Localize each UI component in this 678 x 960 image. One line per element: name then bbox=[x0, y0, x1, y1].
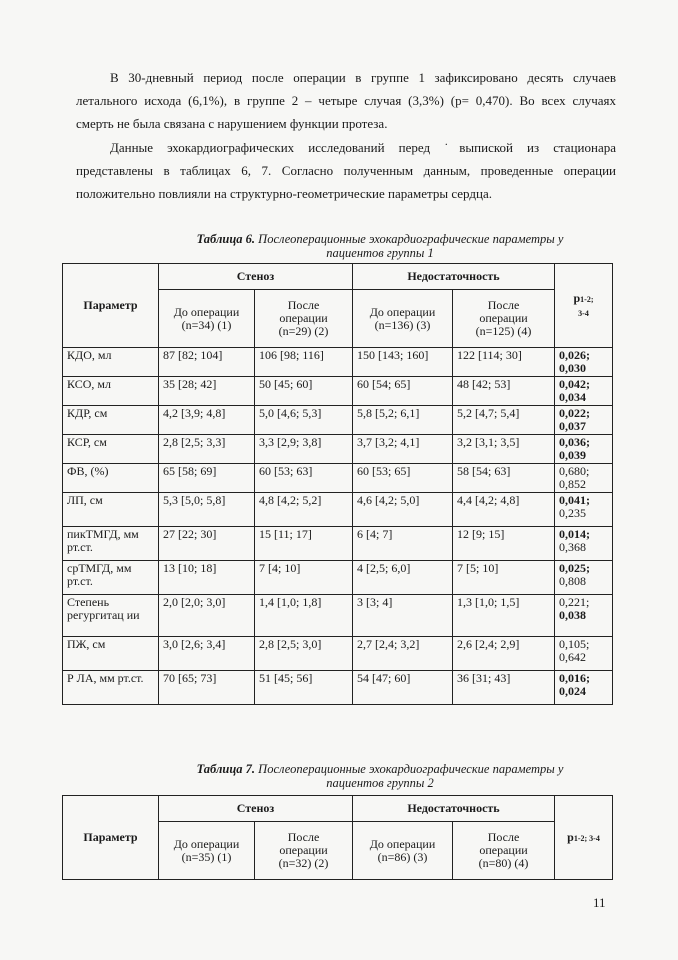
p-value-1-2: 0,221; bbox=[559, 595, 590, 609]
paragraph-line: Данные эхокардиографических исследований перед ˙выпиской из стационара bbox=[110, 140, 616, 155]
value-cell: 5,2 [4,7; 5,4] bbox=[453, 406, 555, 435]
col-header-line: операции bbox=[279, 843, 328, 857]
p-value-cell bbox=[555, 464, 613, 493]
col-header-line: (n=35) (1) bbox=[181, 849, 232, 864]
value-cell: 65 [58; 69] bbox=[159, 464, 255, 493]
p-value-cell bbox=[555, 377, 613, 406]
table6-caption-label: Таблица 6. bbox=[196, 232, 256, 246]
value-cell: 5,8 [5,2; 6,1] bbox=[353, 406, 453, 435]
p-value-cell bbox=[555, 561, 613, 595]
table-row bbox=[63, 377, 613, 406]
table-row bbox=[63, 637, 613, 671]
p-value-1-2: 0,041; bbox=[559, 493, 590, 507]
p-value-cell bbox=[555, 435, 613, 464]
value-cell: 13 [10; 18] bbox=[159, 561, 255, 595]
table-7 bbox=[62, 795, 613, 880]
parameter-cell: ЛП, см bbox=[63, 493, 159, 527]
parameter-cell: КСР, см bbox=[63, 435, 159, 464]
p-value-3-4: 0,852 bbox=[559, 477, 586, 491]
p-value-1-2: 0,014; bbox=[559, 527, 590, 541]
paragraph-line: В 30-дневный период после операции в группе 1 зафиксировано десять случаев bbox=[110, 70, 616, 85]
value-cell: 1,4 [1,0; 1,8] bbox=[255, 595, 353, 637]
paragraph-mortality bbox=[76, 66, 616, 135]
table-row bbox=[63, 595, 613, 637]
p-value-cell bbox=[555, 348, 613, 377]
paragraph-line: представлены в таблицах 6, 7. Согласно полученным данным, проведенные операции bbox=[76, 163, 616, 178]
table-row bbox=[63, 464, 613, 493]
col-header-before-insufficiency bbox=[353, 290, 453, 348]
parameter-cell: ФВ, (%) bbox=[63, 464, 159, 493]
p-value-3-4: 0,024 bbox=[559, 684, 586, 698]
p-value-3-4: 0,039 bbox=[559, 448, 586, 462]
value-cell: 60 [54; 65] bbox=[353, 377, 453, 406]
p-value-1-2: 0,016; bbox=[559, 671, 590, 685]
col-header-line: (n=80) (4) bbox=[478, 856, 529, 870]
value-cell: 35 [28; 42] bbox=[159, 377, 255, 406]
col-header-line: операции bbox=[279, 311, 328, 325]
value-cell: 4 [2,5; 6,0] bbox=[353, 561, 453, 595]
p-header bbox=[555, 264, 613, 348]
group-stenosis-header: Стеноз bbox=[159, 264, 353, 290]
parameter-cell: Р ЛА, мм рт.ст. bbox=[63, 671, 159, 705]
value-cell: 54 [47; 60] bbox=[353, 671, 453, 705]
value-cell: 5,3 [5,0; 5,8] bbox=[159, 493, 255, 527]
table-row bbox=[63, 435, 613, 464]
value-cell: 7 [5; 10] bbox=[453, 561, 555, 595]
table-row bbox=[63, 561, 613, 595]
parameter-cell: срТМГД, мм рт.ст. bbox=[63, 561, 159, 595]
value-cell: 3 [3; 4] bbox=[353, 595, 453, 637]
col-header-line: После bbox=[487, 298, 520, 312]
table7-caption-text-2: пациентов группы 2 bbox=[326, 776, 434, 790]
p-value-1-2: 0,026; bbox=[559, 348, 590, 362]
p-value-3-4: 0,037 bbox=[559, 419, 586, 433]
col-header-line: До операции bbox=[369, 836, 436, 851]
value-cell: 4,2 [3,9; 4,8] bbox=[159, 406, 255, 435]
p-header-sub: 1-2; bbox=[580, 294, 594, 304]
p-value-cell bbox=[555, 595, 613, 637]
value-cell: 50 [45; 60] bbox=[255, 377, 353, 406]
col-header-line: операции bbox=[479, 311, 528, 325]
parameter-cell: КДР, см bbox=[63, 406, 159, 435]
value-cell: 4,4 [4,2; 4,8] bbox=[453, 493, 555, 527]
p-value-1-2: 0,680; bbox=[559, 464, 590, 478]
col-header-before-stenosis bbox=[159, 822, 255, 880]
value-cell: 70 [65; 73] bbox=[159, 671, 255, 705]
value-cell: 27 [22; 30] bbox=[159, 527, 255, 561]
value-cell: 3,2 [3,1; 3,5] bbox=[453, 435, 555, 464]
value-cell: 2,8 [2,5; 3,3] bbox=[159, 435, 255, 464]
col-header-after-insufficiency bbox=[453, 822, 555, 880]
value-cell: 4,6 [4,2; 5,0] bbox=[353, 493, 453, 527]
p-value-3-4: 0,368 bbox=[559, 540, 586, 554]
col-header-line: После bbox=[287, 298, 320, 312]
parameter-cell: ПЖ, см bbox=[63, 637, 159, 671]
col-header-line: До операции bbox=[369, 304, 436, 319]
p-value-cell bbox=[555, 527, 613, 561]
p-value-cell bbox=[555, 406, 613, 435]
table-row bbox=[63, 348, 613, 377]
parameter-cell: КДО, мл bbox=[63, 348, 159, 377]
p-header-label: р bbox=[567, 829, 574, 844]
value-cell: 60 [53; 63] bbox=[255, 464, 353, 493]
value-cell: 1,3 [1,0; 1,5] bbox=[453, 595, 555, 637]
p-header-sub-2: 3-4 bbox=[578, 308, 589, 318]
p-value-3-4: 0,235 bbox=[559, 506, 586, 520]
value-cell: 106 [98; 116] bbox=[255, 348, 353, 377]
group-insufficiency-header: Недостаточность bbox=[353, 796, 555, 822]
table-6 bbox=[62, 263, 613, 705]
value-cell: 2,0 [2,0; 3,0] bbox=[159, 595, 255, 637]
value-cell: 3,7 [3,2; 4,1] bbox=[353, 435, 453, 464]
value-cell: 4,8 [4,2; 5,2] bbox=[255, 493, 353, 527]
paragraph-echo bbox=[76, 136, 616, 205]
table-row bbox=[63, 527, 613, 561]
col-header-line: операции bbox=[479, 843, 528, 857]
parameter-cell: КСО, мл bbox=[63, 377, 159, 406]
value-cell: 58 [54; 63] bbox=[453, 464, 555, 493]
col-header-line: После bbox=[287, 830, 320, 844]
col-header-after-stenosis bbox=[255, 822, 353, 880]
p-header-sub: 1-2; 3-4 bbox=[573, 833, 600, 843]
param-header: Параметр bbox=[63, 796, 159, 880]
value-cell: 3,3 [2,9; 3,8] bbox=[255, 435, 353, 464]
value-cell: 7 [4; 10] bbox=[255, 561, 353, 595]
value-cell: 150 [143; 160] bbox=[353, 348, 453, 377]
p-value-1-2: 0,105; bbox=[559, 637, 590, 651]
parameter-cell: Степень регургитац ии bbox=[63, 595, 159, 637]
col-header-line: (n=29) (2) bbox=[278, 324, 329, 338]
p-header-label: р bbox=[573, 290, 581, 305]
p-value-cell bbox=[555, 493, 613, 527]
paragraph-line: летального исхода (6,1%), в группе 2 – четыре случая (3,3%) (р= 0,470). Во всех случаях bbox=[76, 93, 616, 108]
col-header-line: (n=32) (2) bbox=[278, 856, 329, 870]
p-value-3-4: 0,808 bbox=[559, 574, 586, 588]
paragraph-line: смерть не была связана с нарушением функции протеза. bbox=[76, 116, 388, 131]
table-row bbox=[63, 493, 613, 527]
table7-caption-text: Послеоперационные эхокардиографические параметры у bbox=[255, 762, 564, 776]
p-value-3-4: 0,030 bbox=[559, 361, 586, 375]
p-value-cell bbox=[555, 637, 613, 671]
value-cell: 122 [114; 30] bbox=[453, 348, 555, 377]
page-number: 11 bbox=[593, 895, 606, 910]
col-header-line: До операции bbox=[173, 836, 240, 851]
param-header: Параметр bbox=[63, 264, 159, 348]
p-value-3-4: 0,642 bbox=[559, 650, 586, 664]
paragraph-line: положительно повлияли на структурно-геометрические параметры сердца. bbox=[76, 186, 492, 201]
value-cell: 51 [45; 56] bbox=[255, 671, 353, 705]
parameter-cell: пикТМГД, мм рт.ст. bbox=[63, 527, 159, 561]
col-header-line: (n=125) (4) bbox=[475, 324, 532, 338]
value-cell: 2,7 [2,4; 3,2] bbox=[353, 637, 453, 671]
p-header bbox=[555, 796, 613, 880]
p-value-3-4: 0,038 bbox=[559, 608, 586, 622]
col-header-after-insufficiency bbox=[453, 290, 555, 348]
value-cell: 60 [53; 65] bbox=[353, 464, 453, 493]
col-header-line: После bbox=[487, 830, 520, 844]
col-header-line: (n=136) (3) bbox=[374, 317, 431, 332]
table6-caption-text: Послеоперационные эхокардиографические параметры у bbox=[255, 232, 564, 246]
p-value-1-2: 0,042; bbox=[559, 377, 590, 391]
p-value-1-2: 0,025; bbox=[559, 561, 590, 575]
value-cell: 2,6 [2,4; 2,9] bbox=[453, 637, 555, 671]
col-header-after-stenosis bbox=[255, 290, 353, 348]
value-cell: 36 [31; 43] bbox=[453, 671, 555, 705]
value-cell: 3,0 [2,6; 3,4] bbox=[159, 637, 255, 671]
value-cell: 15 [11; 17] bbox=[255, 527, 353, 561]
col-header-line: (n=34) (1) bbox=[181, 317, 232, 332]
value-cell: 6 [4; 7] bbox=[353, 527, 453, 561]
table6-caption bbox=[150, 232, 610, 260]
p-value-1-2: 0,022; bbox=[559, 406, 590, 420]
col-header-line: (n=86) (3) bbox=[377, 849, 428, 864]
table-row bbox=[63, 671, 613, 705]
table7-caption-label: Таблица 7. bbox=[196, 762, 256, 776]
p-value-3-4: 0,034 bbox=[559, 390, 586, 404]
col-header-before-insufficiency bbox=[353, 822, 453, 880]
col-header-line: До операции bbox=[173, 304, 240, 319]
col-header-before-stenosis bbox=[159, 290, 255, 348]
group-insufficiency-header: Недостаточность bbox=[353, 264, 555, 290]
table-row bbox=[63, 406, 613, 435]
value-cell: 87 [82; 104] bbox=[159, 348, 255, 377]
table6-caption-text-2: пациентов группы 1 bbox=[326, 246, 434, 260]
p-value-1-2: 0,036; bbox=[559, 435, 590, 449]
value-cell: 12 [9; 15] bbox=[453, 527, 555, 561]
group-stenosis-header: Стеноз bbox=[159, 796, 353, 822]
value-cell: 48 [42; 53] bbox=[453, 377, 555, 406]
value-cell: 2,8 [2,5; 3,0] bbox=[255, 637, 353, 671]
p-value-cell bbox=[555, 671, 613, 705]
value-cell: 5,0 [4,6; 5,3] bbox=[255, 406, 353, 435]
table7-caption bbox=[150, 762, 610, 790]
